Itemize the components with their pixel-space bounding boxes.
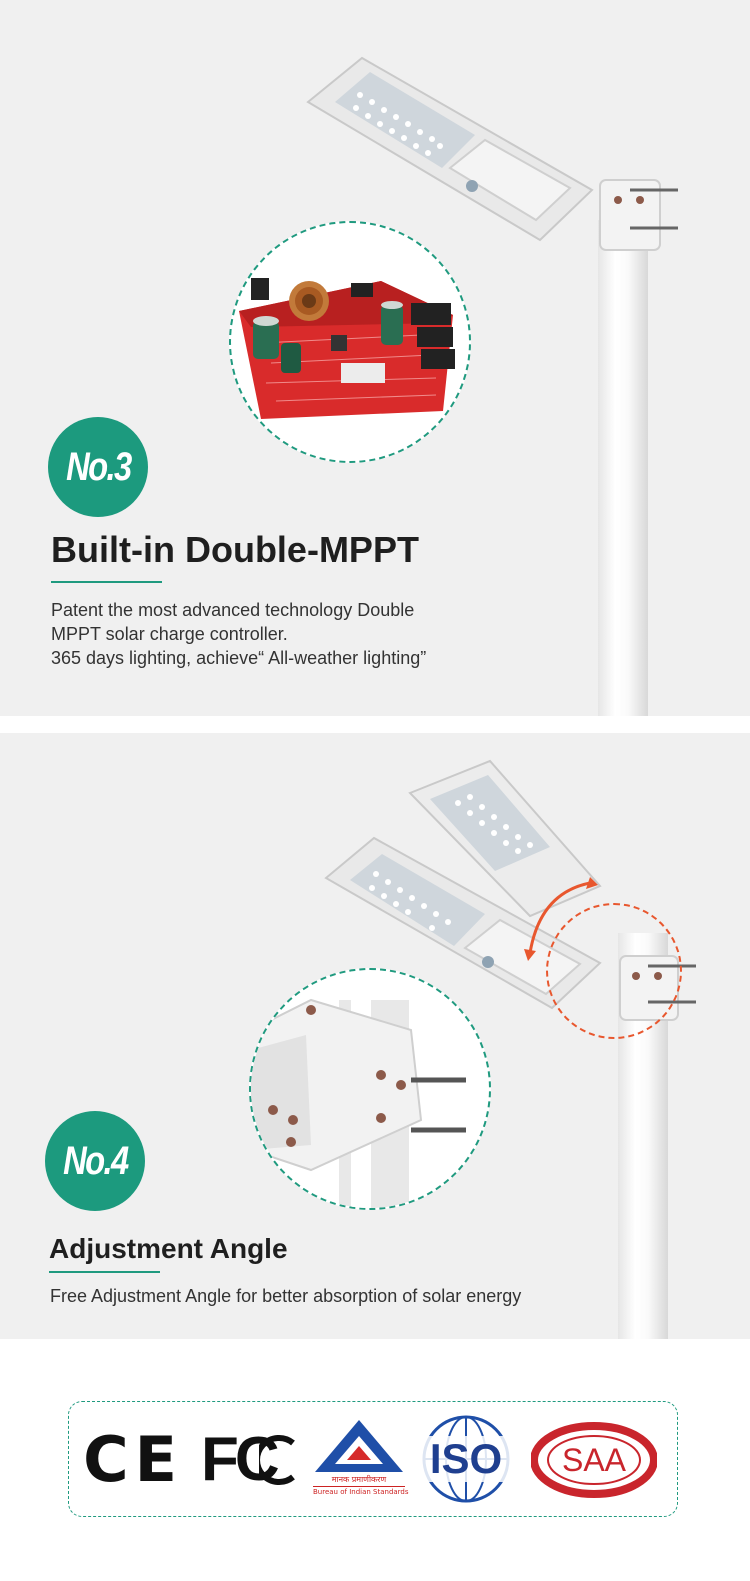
feature-section-mppt xyxy=(0,0,750,716)
saa-logo-text: SAA xyxy=(561,1442,627,1478)
feature-title: Built-in Double-MPPT xyxy=(51,529,419,570)
feature-description-line-1: Free Adjustment Angle for better absorption of solar energy xyxy=(50,1286,522,1306)
feature-number-badge xyxy=(48,417,148,517)
bis-caption: Bureau of Indian Standards xyxy=(313,1488,409,1496)
joint-highlight-circle xyxy=(546,903,682,1039)
ce-logo-text: CE xyxy=(83,1423,183,1496)
lamp-pole xyxy=(598,220,648,716)
bis-triangle-icon xyxy=(313,1416,405,1476)
feature-section-angle xyxy=(0,733,750,1339)
feature-description-line-2: MPPT solar charge controller. xyxy=(51,624,288,644)
feature-number-badge xyxy=(45,1111,145,1211)
saa-logo xyxy=(531,1422,657,1498)
bis-logo xyxy=(313,1416,409,1502)
fcc-logo-text: FC xyxy=(201,1425,276,1494)
fcc-logo xyxy=(201,1427,301,1493)
iso-logo-text: ISO xyxy=(415,1436,517,1482)
bracket-closeup-image xyxy=(251,970,491,1210)
feature-title: Adjustment Angle xyxy=(49,1233,288,1264)
feature-description-line-3: 365 days lighting, achieve“ All-weather lighting” xyxy=(51,648,427,668)
feature-description-line-1: Patent the most advanced technology Double xyxy=(51,600,415,620)
bis-hindi-text: मानक प्रमाणीकरण xyxy=(331,1475,387,1484)
pcb-board-image xyxy=(231,223,471,463)
bracket-detail-circle xyxy=(249,968,491,1210)
controller-detail-circle xyxy=(229,221,471,463)
iso-logo xyxy=(421,1414,511,1504)
fcc-c-ring-icon xyxy=(259,1433,295,1487)
certifications-box xyxy=(68,1401,678,1517)
ce-logo xyxy=(83,1423,183,1496)
title-underline xyxy=(49,1271,160,1273)
badge-label: No.4 xyxy=(62,1138,128,1183)
title-underline xyxy=(51,581,162,583)
badge-label: No.3 xyxy=(65,444,131,489)
